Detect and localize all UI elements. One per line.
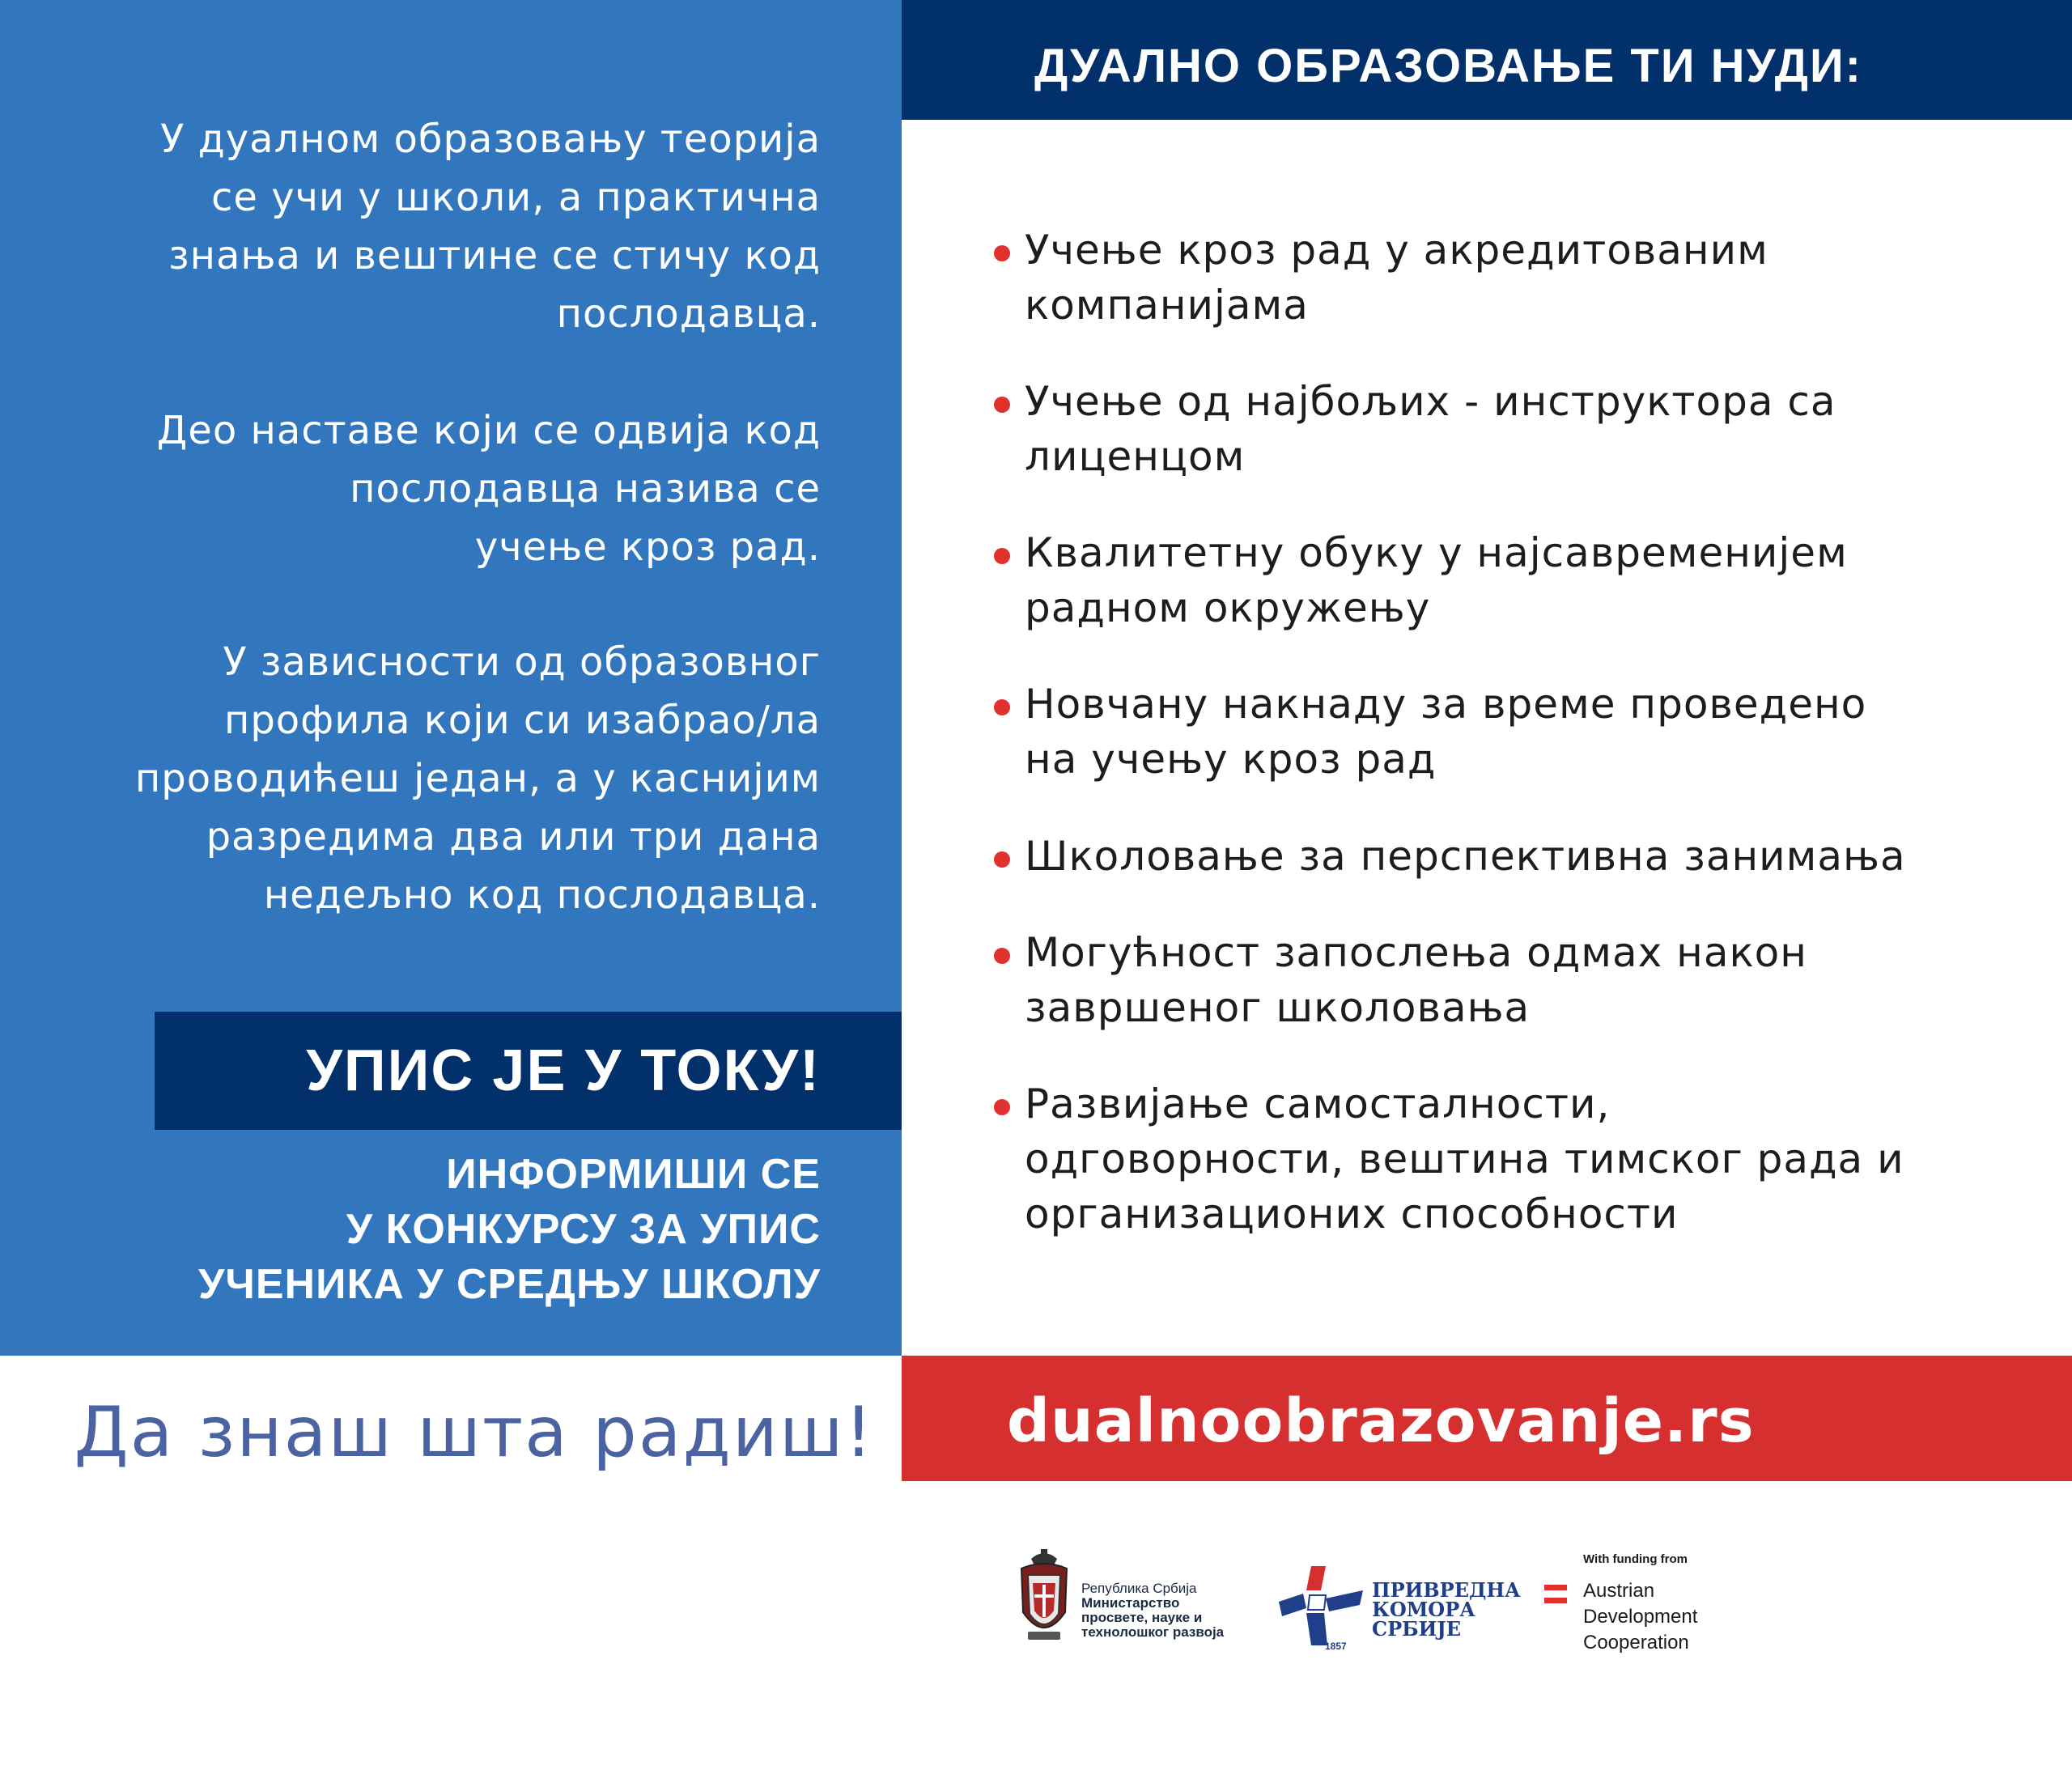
benefit-text: [1025, 677, 1866, 787]
intro-line: знања и вештине се стичу код: [168, 233, 821, 278]
benefit-line: Новчану накнаду за време проведено: [1025, 681, 1867, 728]
bullet-icon: [994, 1099, 1010, 1115]
schedule-line: проводићеш један, а у каснијим: [134, 756, 821, 801]
chamber-year: 1857: [1325, 1641, 1347, 1652]
schedule-paragraph: [11, 633, 821, 924]
info-callout-line: УЧЕНИКА У СРЕДЊУ ШКОЛУ: [197, 1261, 821, 1308]
work-learning-line: послодавца назива се: [350, 466, 821, 512]
chamber-name-line: ПРИВРЕДНА: [1372, 1578, 1521, 1602]
benefit-text: [1025, 525, 1848, 635]
info-callout: [198, 1147, 821, 1312]
intro-line: послодавца.: [556, 291, 821, 337]
benefit-line: организационих способности: [1025, 1191, 1679, 1237]
ministry-line: просвете, науке и: [1081, 1610, 1203, 1625]
bullet-icon: [994, 699, 1010, 715]
chamber-of-commerce-logo: [1279, 1566, 1522, 1655]
info-callout-line: ИНФОРМИШИ СЕ: [446, 1151, 821, 1198]
benefit-line: лиценцом: [1025, 433, 1246, 480]
work-learning-line: учење кроз рад.: [474, 524, 821, 570]
intro-line: се учи у школи, а практична: [211, 175, 821, 220]
intro-line: У дуалном образовању теорија: [160, 117, 821, 162]
schedule-line: профила који си изабрао/ла: [223, 698, 821, 743]
slogan: Да знаш шта радиш!: [74, 1392, 874, 1473]
ada-name-line: Development: [1583, 1606, 1698, 1628]
schedule-line: недељно код послодавца.: [263, 872, 821, 918]
benefit-text: [1025, 374, 1836, 484]
chamber-name-line: КОМОРА: [1372, 1598, 1475, 1621]
benefit-text: [1025, 925, 1807, 1035]
work-learning-line: Део наставе који се одвија код: [156, 408, 821, 453]
benefit-line: Могућност запослења одмах након: [1025, 929, 1807, 976]
benefit-text: [1025, 1076, 1904, 1242]
chamber-name-line: СРБИЈЕ: [1372, 1617, 1461, 1641]
schedule-line: У зависности од образовног: [223, 639, 821, 685]
benefit-line: Учење кроз рад у акредитованим: [1025, 227, 1768, 274]
bullet-icon: [994, 245, 1010, 261]
benefit-text: [1025, 829, 1906, 884]
benefit-line: Школовање за перспективна занимања: [1025, 833, 1906, 880]
benefit-line: компанијама: [1025, 282, 1309, 329]
bullet-icon: [994, 948, 1010, 964]
ministry-text: [1081, 1581, 1224, 1640]
enrollment-banner-text: УПИС ЈЕ У ТОКУ!: [306, 1038, 821, 1103]
schedule-line: разредима два или три дана: [206, 814, 821, 860]
benefit-line: одговорности, вештина тимског рада и: [1025, 1136, 1904, 1182]
bullet-icon: [994, 851, 1010, 868]
benefits-header-title: ДУАЛНО ОБРАЗОВАЊЕ ТИ НУДИ:: [1034, 40, 1862, 92]
chamber-emblem-icon: [1279, 1566, 1368, 1647]
ada-name-line: Austrian: [1583, 1580, 1655, 1602]
ada-name: [1583, 1578, 1697, 1656]
serbian-crest-icon: [1017, 1547, 1072, 1645]
benefit-text: [1025, 223, 1768, 333]
bullet-icon: [994, 548, 1010, 564]
benefit-line: Учење од најбољих - инструктора са: [1025, 378, 1836, 425]
info-callout-line: У КОНКУРСУ ЗА УПИС: [346, 1206, 821, 1253]
ada-name-line: Cooperation: [1583, 1632, 1689, 1654]
austrian-flag-icon: [1544, 1585, 1567, 1604]
intro-paragraph: [11, 110, 821, 343]
funding-label: With funding from: [1583, 1552, 1688, 1566]
work-learning-paragraph: [11, 401, 821, 576]
website-link[interactable]: dualnoobrazovanje.rs: [1007, 1386, 1755, 1456]
bullet-icon: [994, 397, 1010, 413]
benefit-line: на учењу кроз рад: [1025, 736, 1437, 783]
ministry-line: технолошког развоја: [1081, 1624, 1225, 1640]
benefit-line: Квалитетну обуку у најсавременијем: [1025, 529, 1848, 576]
benefit-line: Развијање самосталности,: [1025, 1080, 1611, 1127]
benefit-line: радном окружењу: [1025, 584, 1431, 631]
ministry-line: Република Србија: [1081, 1581, 1197, 1596]
ministry-line: Министарство: [1081, 1595, 1180, 1611]
benefit-line: завршеног школовања: [1025, 984, 1531, 1031]
austrian-development-cooperation-logo: [1544, 1552, 1755, 1658]
chamber-name: [1372, 1578, 1521, 1641]
